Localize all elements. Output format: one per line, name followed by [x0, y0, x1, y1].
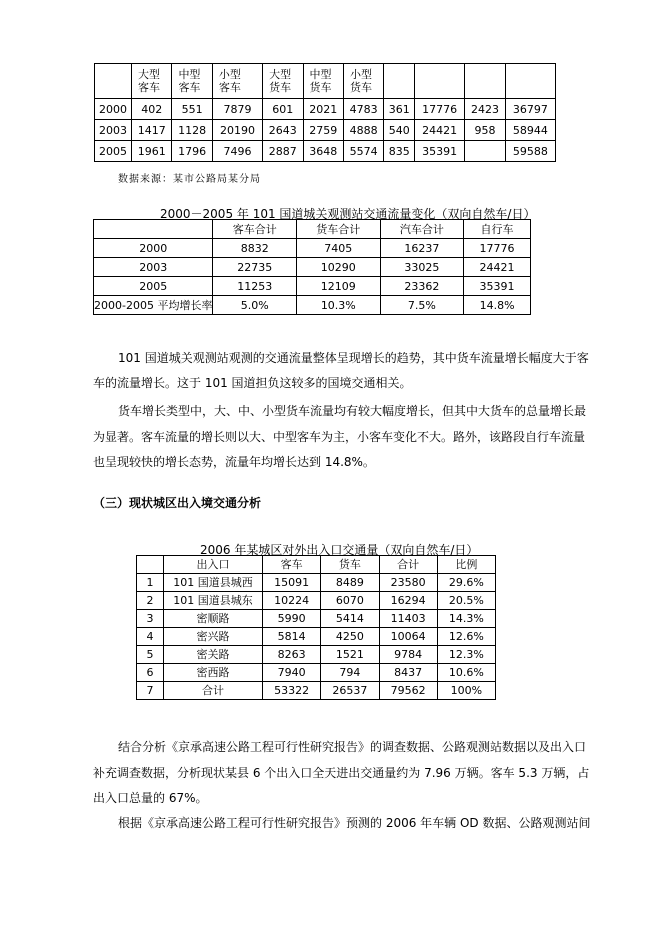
table-cell: 2021: [303, 99, 343, 120]
table-cell: 3: [137, 610, 164, 628]
table-cell: 密顺路: [164, 610, 263, 628]
table-cell: 7: [137, 682, 164, 700]
header-cell: [384, 64, 415, 99]
header-cell: 比例: [437, 556, 495, 574]
table-cell: 7940: [263, 664, 321, 682]
table2-caption: 2000－2005 年 101 国道城关观测站交通流量变化（双向自然车/日）: [160, 207, 536, 221]
table-cell: 59588: [505, 141, 555, 162]
table-cell: 20.5%: [437, 592, 495, 610]
table-row: [95, 141, 556, 162]
table-cell: 551: [172, 99, 212, 120]
table-cell: 7.5%: [380, 296, 464, 315]
header-cell: [465, 64, 505, 99]
paragraph-line: 也呈现较快的增长态势，流量年均增长达到 14.8%。: [93, 455, 375, 469]
table-cell: 29.6%: [437, 574, 495, 592]
table-cell: 5574: [343, 141, 383, 162]
table-cell: 402: [132, 99, 172, 120]
header-cell: 货车合计: [297, 220, 381, 239]
table-header-row: [137, 556, 496, 574]
paragraph-line: 补充调查数据，分析现状某县 6 个出入口全天进出交通量约为 7.96 万辆。客车 5.3 万辆，占: [93, 766, 590, 780]
table-row: [137, 664, 496, 682]
table-cell: 2003: [95, 120, 132, 141]
data-source-note: 数据来源：某市公路局某分局: [118, 174, 261, 185]
table-cell: 23362: [380, 277, 464, 296]
traffic-change-table: [93, 219, 531, 315]
table-cell: 2005: [95, 141, 132, 162]
table-cell: 3648: [303, 141, 343, 162]
paragraph-line: 101 国道城关观测站观测的交通流量整体呈现增长的趋势，其中货车流量增长幅度大于客: [118, 351, 589, 365]
paragraph-line: 根据《京承高速公路工程可行性研究报告》预测的 2006 年车辆 OD 数据、公路观测站间: [118, 816, 591, 830]
table-cell: 12109: [297, 277, 381, 296]
header-cell: 汽车合计: [380, 220, 464, 239]
header-cell: 出入口: [164, 556, 263, 574]
table-row: [137, 646, 496, 664]
table-cell: 26537: [321, 682, 379, 700]
table-cell: 35391: [415, 141, 465, 162]
header-cell: 货车: [321, 556, 379, 574]
table-cell: 10.3%: [297, 296, 381, 315]
paragraph-line: 结合分析《京承高速公路工程可行性研究报告》的调查数据、公路观测站数据以及出入口: [118, 740, 587, 754]
table-cell: 8832: [213, 239, 297, 258]
table-cell: 2887: [263, 141, 303, 162]
entrance-traffic-table: [136, 555, 496, 700]
table-cell: 958: [465, 120, 505, 141]
table-cell: 11253: [213, 277, 297, 296]
table-cell: 5414: [321, 610, 379, 628]
table-row: [94, 277, 531, 296]
header-cell: [415, 64, 465, 99]
header-cell: 小型 客车: [212, 64, 262, 99]
table-cell: 12.3%: [437, 646, 495, 664]
table-row: [137, 628, 496, 646]
table3-caption: 2006 年某城区对外出入口交通量（双向自然车/日）: [200, 543, 479, 557]
table-cell: 16237: [380, 239, 464, 258]
table-row: [95, 99, 556, 120]
table-cell: 794: [321, 664, 379, 682]
header-cell: 大型 客车: [132, 64, 172, 99]
table-cell: 23580: [379, 574, 437, 592]
table-cell: 7879: [212, 99, 262, 120]
table-row: [137, 682, 496, 700]
table-cell: 密兴路: [164, 628, 263, 646]
table-cell: 35391: [464, 277, 531, 296]
table-cell: 1417: [132, 120, 172, 141]
table-cell: 10064: [379, 628, 437, 646]
table-cell: 17776: [415, 99, 465, 120]
header-cell: 自行车: [464, 220, 531, 239]
table-cell: 100%: [437, 682, 495, 700]
table-cell: 20190: [212, 120, 262, 141]
header-cell: [94, 220, 213, 239]
table-cell: 79562: [379, 682, 437, 700]
table-cell: 36797: [505, 99, 555, 120]
table-cell: 9784: [379, 646, 437, 664]
table-row: [94, 258, 531, 277]
table-cell: 6070: [321, 592, 379, 610]
table-cell: 4: [137, 628, 164, 646]
paragraph-line: 车的流量增长。这于 101 国道担负这较多的国境交通相关。: [93, 376, 412, 390]
table-cell: 10224: [263, 592, 321, 610]
table-cell: 33025: [380, 258, 464, 277]
table-cell: 101 国道县城西: [164, 574, 263, 592]
header-cell: 合计: [379, 556, 437, 574]
table-cell: 22735: [213, 258, 297, 277]
table-cell: 15091: [263, 574, 321, 592]
table-cell: 101 国道县城东: [164, 592, 263, 610]
table-cell: 1521: [321, 646, 379, 664]
table-cell: 17776: [464, 239, 531, 258]
header-cell: 中型 货车: [303, 64, 343, 99]
table-cell: 12.6%: [437, 628, 495, 646]
table-cell: 1: [137, 574, 164, 592]
table-cell: 16294: [379, 592, 437, 610]
table-cell: 58944: [505, 120, 555, 141]
table-cell: 2759: [303, 120, 343, 141]
table-row: [94, 239, 531, 258]
table-row: [94, 296, 531, 315]
table-cell: 5: [137, 646, 164, 664]
vehicle-type-table: [94, 63, 556, 162]
table-cell: 24421: [415, 120, 465, 141]
table-cell: 5.0%: [213, 296, 297, 315]
paragraph-line: 货车增长类型中，大、中、小型货车流量均有较大幅度增长，但其中大货车的总量增长最: [118, 404, 587, 418]
table-cell: 2000-2005 平均增长率: [94, 296, 213, 315]
header-cell: 客车合计: [213, 220, 297, 239]
table-cell: 4250: [321, 628, 379, 646]
table-cell: 8437: [379, 664, 437, 682]
table-cell: 2003: [94, 258, 213, 277]
table-header-row: [94, 220, 531, 239]
table-cell: 密西路: [164, 664, 263, 682]
table-cell: 2423: [465, 99, 505, 120]
paragraph-line: 为显著。客车流量的增长则以大、中型客车为主，小客车变化不大。路外，该路段自行车流量: [93, 430, 586, 444]
table-cell: 5814: [263, 628, 321, 646]
table-cell: [465, 141, 505, 162]
table-cell: 2000: [95, 99, 132, 120]
table-cell: 8263: [263, 646, 321, 664]
table-cell: 8489: [321, 574, 379, 592]
header-cell: 客车: [263, 556, 321, 574]
table-cell: 4783: [343, 99, 383, 120]
table-cell: 2: [137, 592, 164, 610]
table-cell: 7405: [297, 239, 381, 258]
table-header-row: [95, 64, 556, 99]
table-cell: 10290: [297, 258, 381, 277]
table-cell: 24421: [464, 258, 531, 277]
table-cell: 5990: [263, 610, 321, 628]
table-cell: 1796: [172, 141, 212, 162]
table-cell: 10.6%: [437, 664, 495, 682]
table-cell: 14.8%: [464, 296, 531, 315]
table-cell: 4888: [343, 120, 383, 141]
table-cell: 2643: [263, 120, 303, 141]
table-cell: 2000: [94, 239, 213, 258]
table-cell: 14.3%: [437, 610, 495, 628]
table-cell: 1961: [132, 141, 172, 162]
header-cell: 小型 货车: [343, 64, 383, 99]
table-row: [137, 592, 496, 610]
table-cell: 601: [263, 99, 303, 120]
header-cell: [505, 64, 555, 99]
header-cell: [95, 64, 132, 99]
table-cell: 53322: [263, 682, 321, 700]
paragraph-line: 出入口总量的 67%。: [93, 791, 208, 805]
section-heading: （三）现状城区出入境交通分析: [93, 496, 262, 510]
table-row: [95, 120, 556, 141]
table-cell: 密关路: [164, 646, 263, 664]
header-cell: 中型 客车: [172, 64, 212, 99]
table-row: [137, 574, 496, 592]
table-cell: 6: [137, 664, 164, 682]
table-cell: 2005: [94, 277, 213, 296]
header-cell: [137, 556, 164, 574]
table-cell: 合计: [164, 682, 263, 700]
table-cell: 361: [384, 99, 415, 120]
table-cell: 540: [384, 120, 415, 141]
table-cell: 11403: [379, 610, 437, 628]
table-cell: 7496: [212, 141, 262, 162]
table-row: [137, 610, 496, 628]
table-cell: 835: [384, 141, 415, 162]
table-cell: 1128: [172, 120, 212, 141]
header-cell: 大型 货车: [263, 64, 303, 99]
